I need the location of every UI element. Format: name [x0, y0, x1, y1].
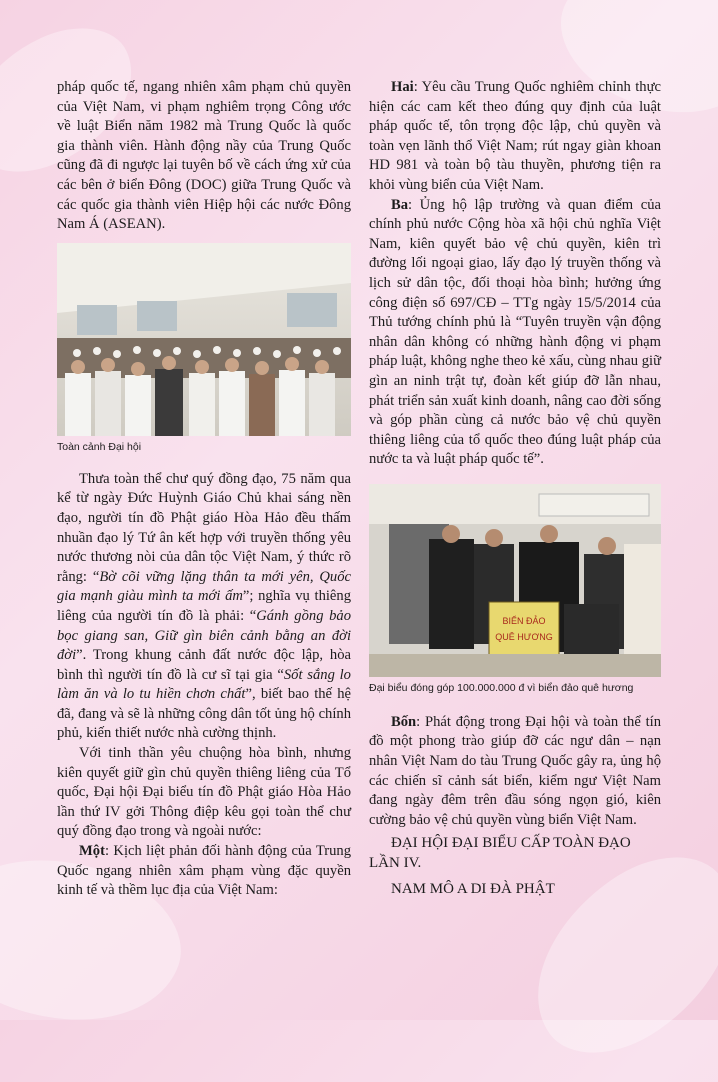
right-paragraph-1	[369, 78, 661, 196]
right-paragraph-2	[369, 196, 661, 470]
point-four-text: : Phát động trong Đại hội và toàn thể tín đồ một phong trào giúp đỡ các ngư dân – nạn nhân Việt Nam do tàu Trung Quốc gây ra, ủng hộ các chiến sĩ cảnh sát biển, kiểm ngư Việt Nam đang ngày đêm trên đầu sóng ngọn gió, kiên cường bảo vệ chủ quyền vùng biển Việt Nam.	[369, 713, 661, 828]
p2-quote-1: Bờ cõi vững lặng thân ta mới yên, Quốc gia mạnh giàu mình ta mới ấm	[57, 568, 351, 605]
point-two-text: : Yêu cầu Trung Quốc nghiêm chỉnh thực hiện các cam kết theo đúng quy định của luật pháp quốc tế, tôn trọng độc lập, chủ quyền và toàn vẹn lãnh thổ Việt Nam; rút ngay giàn khoan HD 981 và toàn bộ tàu thuyền, phương tiện ra khỏi vùng biển của Việt Nam.	[369, 79, 661, 193]
congress-hall-photo	[57, 243, 351, 436]
point-three-text: : Ủng hộ lập trường và quan điểm của chính phủ nước Cộng hòa xã hội chủ nghĩa Việt Nam, kiên quyết bảo vệ chủ quyền, kiên trì đường lối ngoại giao, lấy đạo lý truyền thống và lịch sử dân tộc, đối thoại hòa bình; hưởng ứng công điện số 697/CĐ – TTg ngày 15/5/2014 của Thủ tướng chính phủ là “Tuyên truyền vận động nhân dân không có những hành động vi phạm pháp luật, không nghe theo kẻ xấu, cùng nhau giữ gìn an ninh trật tự, đoàn kết giúp đỡ lẫn nhau, phát triển sản xuất kinh doanh, nâng cao đời sống và góp phần cùng cả nước bảo vệ chủ quyền thiêng liêng của tổ quốc theo đúng luật pháp của nước ta và luật pháp quốc tế”.	[369, 196, 661, 468]
p2-quote-3: Sốt sắng lo làm ăn và lo tu hiền chơn chất	[57, 666, 351, 703]
donation-image	[369, 484, 661, 677]
closing-line-2: NAM MÔ A DI ĐÀ PHẬT	[391, 880, 555, 897]
p2-quote-2: Gánh gồng bảo bọc giang san, Giữ gìn biên cảnh bằng an đời đời	[57, 607, 351, 664]
left-paragraph-3: Với tinh thần yêu chuộng hòa bình, nhưng kiên quyết giữ gìn chủ quyền thiêng liêng của Tổ quốc, Đại hội Đại biểu tín đồ Phật giáo Hòa Hảo lần thứ IV gởi Thông điệp kêu gọi toàn thể chư quý đồng đạo trong và ngoài nước:	[57, 745, 351, 840]
p2-text-c: ”; nghĩa vụ thiêng liêng của người tín đồ là phải: “	[57, 588, 351, 624]
p2-text-e: ”. Trong khung cảnh đất nước độc lập, hòa bình thì người tín đồ là cư sĩ tại gia “	[57, 647, 351, 683]
point-two-label: Hai	[391, 79, 414, 95]
photo-caption-1: Toàn cảnh Đại hội	[57, 440, 142, 453]
point-one-label: Một	[79, 843, 105, 860]
point-one-text: : Kịch liệt phản đối hành động của Trung Quốc ngang nhiên xâm phạm vùng đặc quyền kinh tế và thềm lục địa của Việt Nam:	[57, 843, 351, 899]
donation-box-text-1: BIỂN ĐẢO	[502, 615, 546, 626]
donation-photo	[369, 484, 661, 677]
right-paragraph-3	[369, 713, 661, 831]
point-four-label: Bốn	[391, 713, 417, 730]
left-paragraph-2	[57, 470, 351, 744]
donation-box-text-2: QUÊ HƯƠNG	[495, 631, 553, 642]
p2-text-g: ”, biết bao thế hệ đã, đang và sẽ là những công dân tốt ủng hộ chính phủ, kiến thiết nước nhà cường thịnh.	[57, 686, 351, 742]
left-paragraph-4	[57, 842, 351, 901]
left-column	[57, 78, 351, 901]
p2-text-a: Thưa toàn thể chư quý đồng đạo, 75 năm qua kể từ ngày Đức Huỳnh Giáo Chủ khai sáng nền đạo, người tín đồ Phật giáo Hòa Hảo đều thấm nhuần đạo lý Tứ ân kết hợp với truyền thống yêu nước thương nòi của dân tộc Việt Nam, ý thức rõ rằng: “	[57, 470, 351, 585]
photo-caption-2: Đại biểu đóng góp 100.000.000 đ vì biển đảo quê hương	[369, 681, 634, 694]
congress-hall-image	[57, 243, 351, 436]
closing-line-1: ĐẠI HỘI ĐẠI BIỂU CẤP TOÀN ĐẠO LẦN IV.	[369, 835, 631, 872]
point-three-label: Ba	[391, 196, 409, 213]
left-paragraph-1: pháp quốc tế, ngang nhiên xâm phạm chủ quyền của Việt Nam, vi phạm nghiêm trọng Công ước về luật Biển năm 1982 mà Trung Quốc là quốc gia thành viên. Hành động nầy của Trung Quốc cũng đã đi ngược lại tuyên bố về cách ứng xử của các bên ở biển Đông (DOC) giữa Trung Quốc và các quốc gia thành viên Hiệp hội các nước Đông Nam Á (ASEAN).	[57, 79, 351, 233]
right-column	[369, 78, 661, 899]
